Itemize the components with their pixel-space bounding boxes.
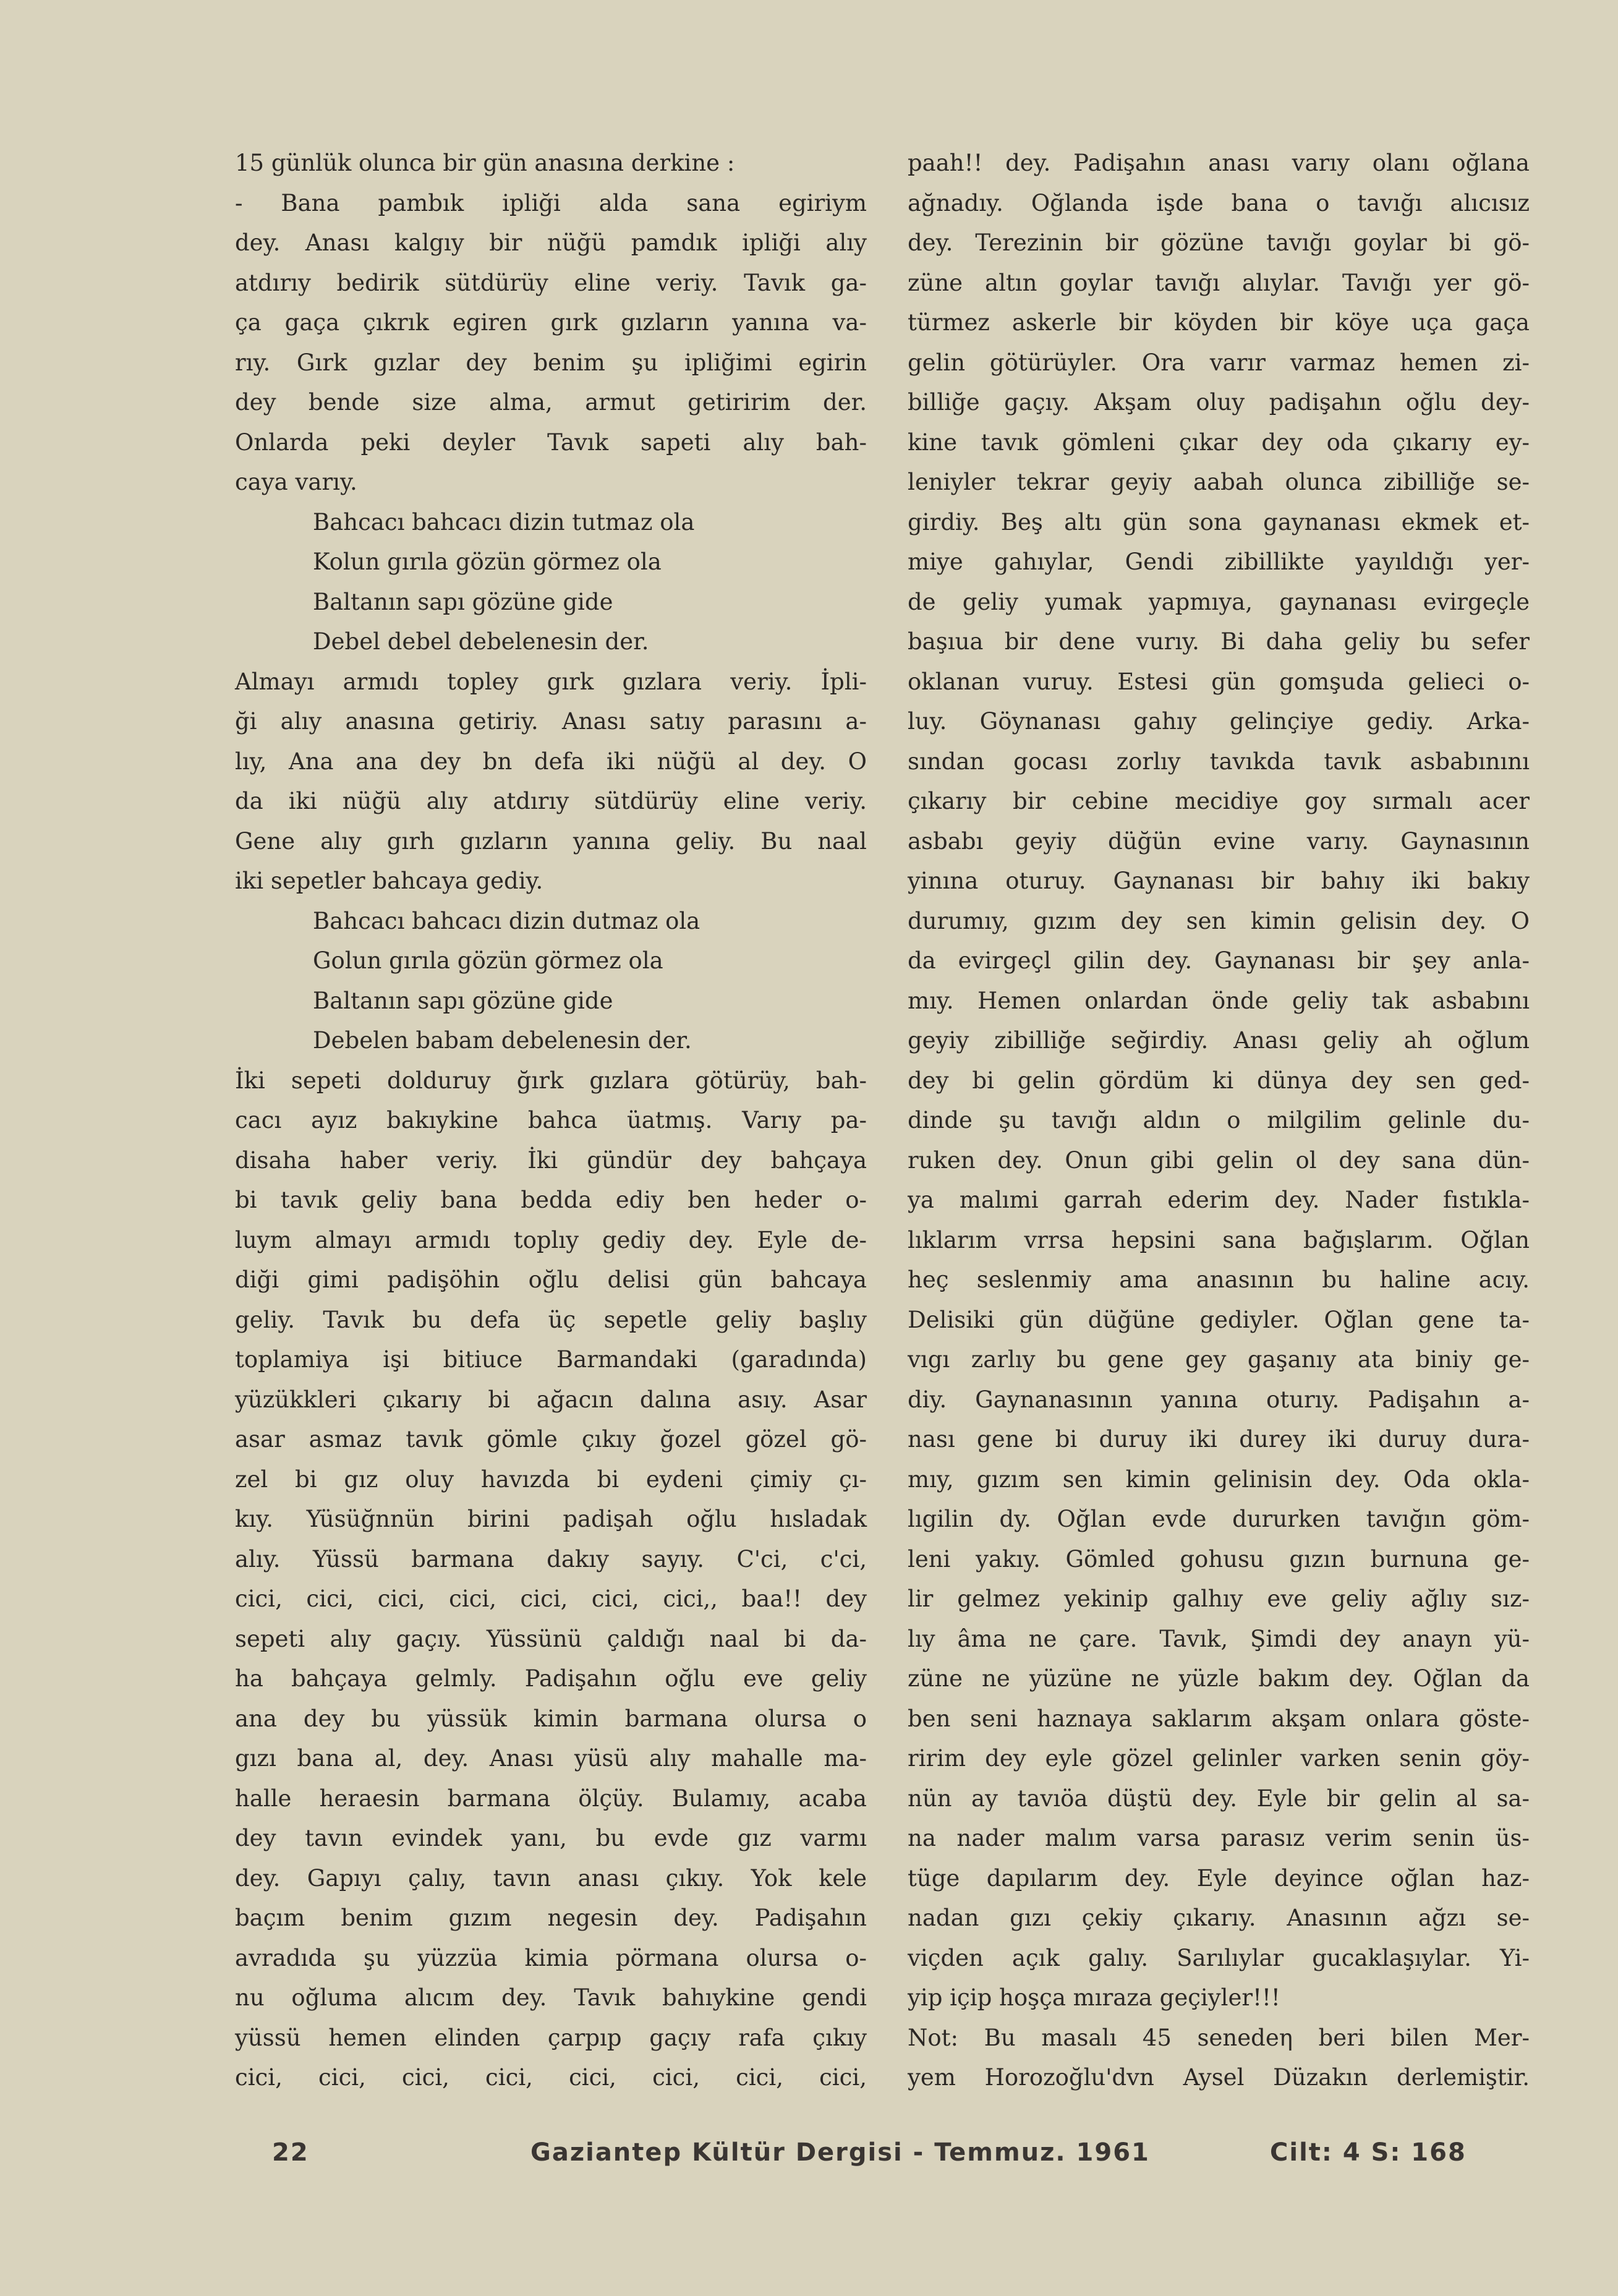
- text-line: leniyler tekrar geyiy aabah olunca zibilliğe se-: [908, 469, 1530, 495]
- text-line: luy. Göynanası gahıy gelinçiye gediy. Arka-: [908, 708, 1530, 735]
- text-line: İki sepeti dolduruy ğırk gızlara götürüy, bah-: [235, 1067, 867, 1094]
- text-line: Onlarda peki deyler Tavık sapeti alıy bah-: [235, 429, 867, 456]
- text-line: durumıy, gızım dey sen kimin gelisin dey. O: [908, 907, 1530, 934]
- text-line: züne ne yüzüne ne yüzle bakım dey. Oğlan da: [908, 1665, 1530, 1692]
- text-line: yip içip hoşça mıraza geçiyler!!!: [908, 1984, 1280, 2011]
- text-line: da evirgeçl gilin dey. Gaynanası bir şey anla-: [908, 947, 1530, 974]
- text-line: luym almayı armıdı toplıy gediy dey. Eyle de-: [235, 1226, 867, 1253]
- text-line: baçım benim gızım negesin dey. Padişahın: [235, 1905, 867, 1931]
- text-line: lıgilin dy. Oğlan evde dururken tavığın göm-: [908, 1506, 1530, 1532]
- text-line: lıklarım vrrsa hepsini sana bağışlarım. Oğlan: [908, 1226, 1530, 1253]
- text-line: yinına oturuy. Gaynanası bir bahıy iki bakıy: [908, 868, 1530, 894]
- text-line: dey. Gapıyı çalıy, tavın anası çıkıy. Yok kele: [235, 1864, 867, 1892]
- right-text-column: [908, 143, 1530, 2098]
- text-line: cici, cici, cici, cici, cici, cici, cici, cici,: [235, 2064, 867, 2091]
- text-line: dinde şu tavığı aldın o milgilim gelinle du-: [908, 1107, 1530, 1133]
- text-line: rıy. Gırk gızlar dey benim şu ipliğimi egirin: [235, 349, 867, 376]
- text-line: iki sepetler bahcaya gediy.: [235, 868, 543, 894]
- text-line: dey. Anası kalgıy bir nüğü pamdık ipliği alıy: [235, 229, 867, 256]
- text-line: diy. Gaynanasının yanına oturıy. Padişahın a-: [908, 1386, 1530, 1413]
- text-line: miye gahıylar, Gendi zibillikte yayıldığı yer-: [908, 548, 1530, 575]
- text-line: atdırıy bedirik sütdürüy eline veriy. Tavık ga-: [235, 269, 867, 296]
- text-line: de geliy yumak yapmıya, gaynanası evirgeçle: [908, 588, 1530, 615]
- text-line: zel bi gız oluy havızda bi eydeni çimiy çı-: [235, 1466, 867, 1493]
- text-line: gelin götürüyler. Ora varır varmaz hemen zi-: [908, 349, 1530, 376]
- text-line: ben seni haznaya saklarım akşam onlara göste-: [908, 1705, 1530, 1732]
- text-line: nu oğluma alıcım dey. Tavık bahıykine gendi: [235, 1984, 867, 2011]
- text-line: caya varıy.: [235, 469, 357, 495]
- text-line: kine tavık gömleni çıkar dey oda çıkarıy ey-: [908, 429, 1530, 456]
- text-line: disaha haber veriy. İki gündür dey bahçaya: [235, 1146, 867, 1174]
- text-line: çıkarıy bir cebine mecidiye goy sırmalı acer: [908, 788, 1530, 814]
- left-text-column: [235, 143, 867, 2098]
- text-line: dey bi gelin gördüm ki dünya dey sen ged-: [908, 1067, 1530, 1094]
- text-line: ruken dey. Onun gibi gelin ol dey sana dün-: [908, 1146, 1530, 1174]
- verse-line: Bahcacı bahcacı dizin tutmaz ola: [313, 508, 695, 536]
- text-line: 15 günlük olunca bir gün anasına derkine :: [235, 150, 735, 176]
- text-line: da iki nüğü alıy atdırıy sütdürüy eline veriy.: [235, 788, 867, 814]
- verse-line: Bahcacı bahcacı dizin dutmaz ola: [313, 907, 700, 934]
- text-line: sepeti alıy gaçıy. Yüssünü çaldığı naal bi da-: [235, 1625, 867, 1652]
- text-line: Almayı armıdı topley gırk gızlara veriy. İpli-: [235, 668, 867, 695]
- text-line: ği alıy anasına getiriy. Anası satıy parasını a-: [235, 708, 867, 735]
- text-line: yüzükkleri çıkarıy bi ağacın dalına asıy. Asar: [235, 1386, 867, 1413]
- text-line: asbabı geyiy düğün evine varıy. Gaynasının: [908, 827, 1530, 855]
- page-footer: [272, 2138, 1496, 2175]
- text-line: Delisiki gün düğüne gediyler. Oğlan gene ta-: [908, 1306, 1530, 1333]
- text-line: lıy, Ana ana dey bn defa iki nüğü al dey. O: [235, 748, 867, 775]
- text-line: lıy âma ne çare. Tavık, Şimdi dey anayn yü-: [908, 1625, 1530, 1652]
- text-line: ça gaça çıkrık egiren gırk gızların yanına va-: [235, 309, 867, 336]
- text-line: ha bahçaya gelmly. Padişahın oğlu eve geliy: [235, 1665, 867, 1692]
- text-line: - Bana pambık ipliği alda sana egiriym: [235, 189, 867, 216]
- text-line: alıy. Yüssü barmana dakıy sayıy. C'ci, c'ci,: [235, 1545, 867, 1573]
- text-line: halle heraesin barmana ölçüy. Bulamıy, acaba: [235, 1785, 867, 1812]
- text-line: dey. Terezinin bir gözüne tavığı goylar bi gö-: [908, 229, 1530, 256]
- text-line: nası gene bi duruy iki durey iki duruy dura-: [908, 1426, 1530, 1453]
- text-line: cacı ayız bakıykine bahca üatmış. Varıy pa-: [235, 1107, 867, 1133]
- text-line: sından gocası zorlıy tavıkda tavık asbabınını: [908, 748, 1530, 775]
- text-line: girdiy. Beş altı gün sona gaynanası ekmek et-: [908, 508, 1530, 536]
- text-line: türmez askerle bir köyden bir köye uça gaça: [908, 309, 1530, 336]
- text-line: tüge dapılarım dey. Eyle deyince oğlan haz-: [908, 1864, 1530, 1892]
- text-line: billiğe gaçıy. Akşam oluy padişahın oğlu dey-: [908, 389, 1530, 416]
- journal-title: Gaziantep Kültür Dergisi - Temmuz. 1961: [530, 2138, 1150, 2167]
- text-line: züne altın goylar tavığı alıylar. Tavığı yer gö-: [908, 269, 1530, 296]
- text-line: ririm dey eyle gözel gelinler varken senin göy-: [908, 1745, 1530, 1772]
- text-line: gızı bana al, dey. Anası yüsü alıy mahalle ma-: [235, 1745, 867, 1772]
- verse-line: Kolun gırıla gözün görmez ola: [313, 548, 662, 575]
- text-line: yem Horozoğlu'dvn Aysel Düzakın derlemiştir.: [908, 2064, 1530, 2091]
- text-line: ana dey bu yüssük kimin barmana olursa o: [235, 1705, 867, 1732]
- text-line: lir gelmez yekinip galhıy eve geliy ağlıy sız-: [908, 1585, 1530, 1612]
- text-line: dey bende size alma, armut getiririm der.: [235, 389, 867, 416]
- verse-line: Baltanın sapı gözüne gide: [313, 987, 613, 1014]
- text-line: nadan gızı çekiy çıkarıy. Anasının ağzı se-: [908, 1905, 1530, 1931]
- text-line: ya malımi garrah ederim dey. Nader fıstıkla-: [908, 1187, 1530, 1213]
- verse-line: Golun gırıla gözün görmez ola: [313, 947, 663, 974]
- text-line: kıy. Yüsüğnnün birini padişah oğlu hısladak: [235, 1506, 867, 1532]
- volume-issue: Cilt: 4 S: 168: [1270, 2138, 1467, 2167]
- text-line: yüssü hemen elinden çarpıp gaçıy rafa çıkıy: [235, 2024, 867, 2051]
- text-line: oklanan vuruy. Estesi gün gomşuda gelieci o-: [908, 668, 1530, 695]
- text-line: heç seslenmiy ama anasının bu haline acıy.: [908, 1266, 1530, 1293]
- text-line: mıy, gızım sen kimin gelinisin dey. Oda okla-: [908, 1466, 1530, 1493]
- verse-line: Debel debel debelenesin der.: [313, 628, 649, 655]
- verse-line: Debelen babam debelenesin der.: [313, 1027, 692, 1054]
- text-line: viçden açık galıy. Sarılıylar gucaklaşıylar. Yi-: [908, 1944, 1530, 1971]
- text-line: başıua bir dene vurıy. Bi daha geliy bu sefer: [908, 628, 1530, 655]
- text-line: asar asmaz tavık gömle çıkıy ğozel gözel gö-: [235, 1426, 867, 1453]
- text-line: na nader malım varsa parasız verim senin üs-: [908, 1825, 1530, 1851]
- text-line: nün ay tavıöa düştü dey. Eyle bir gelin al sa-: [908, 1785, 1530, 1812]
- text-line: leni yakıy. Gömled gohusu gızın burnuna ge-: [908, 1545, 1530, 1573]
- text-line: geyiy zibilliğe seğirdiy. Anası geliy ah oğlum: [908, 1027, 1530, 1054]
- text-line: geliy. Tavık bu defa üç sepetle geliy başlıy: [235, 1306, 867, 1333]
- text-line: Not: Bu masalı 45 senedeη beri bilen Mer-: [908, 2024, 1530, 2051]
- text-line: dey tavın evindek yanı, bu evde gız varmı: [235, 1825, 867, 1851]
- text-line: ağnadıy. Oğlanda işde bana o tavığı alıcısız: [908, 189, 1530, 216]
- text-line: vıgı zarlıy bu gene gey gaşanıy ata biniy ge-: [908, 1346, 1530, 1373]
- verse-line: Baltanın sapı gözüne gide: [313, 588, 613, 615]
- text-line: diği gimi padişöhin oğlu delisi gün bahcaya: [235, 1266, 867, 1293]
- text-line: mıy. Hemen onlardan önde geliy tak asbabını: [908, 987, 1530, 1014]
- text-line: avradıda şu yüzzüa kimia pörmana olursa o-: [235, 1944, 867, 1971]
- page-number: 22: [272, 2138, 309, 2167]
- text-line: Gene alıy gırh gızların yanına geliy. Bu naal: [235, 827, 867, 855]
- text-line: cici, cici, cici, cici, cici, cici, cici,, baa!! dey: [235, 1585, 867, 1612]
- text-line: paah!! dey. Padişahın anası varıy olanı oğlana: [908, 150, 1530, 176]
- text-line: toplamiya işi bitiuce Barmandaki (garadında): [235, 1346, 867, 1373]
- text-line: bi tavık geliy bana bedda ediy ben heder o-: [235, 1187, 867, 1213]
